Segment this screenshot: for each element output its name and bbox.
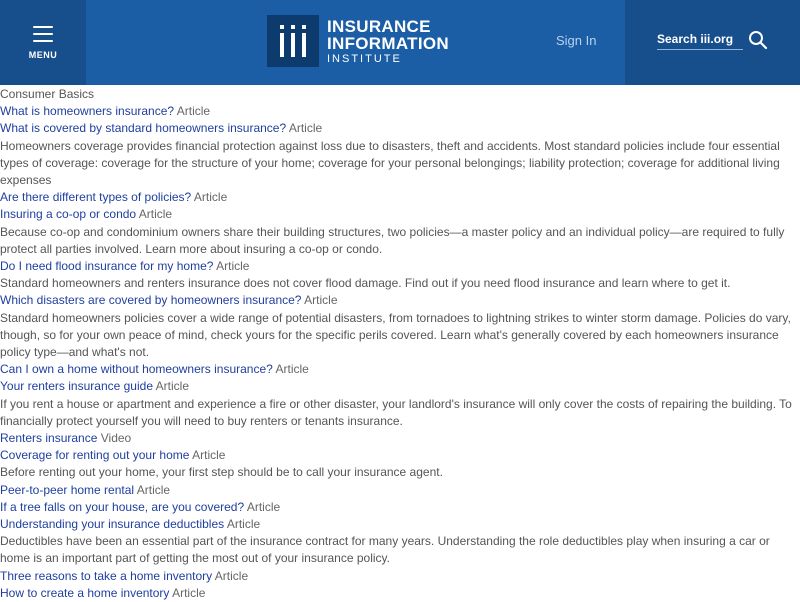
logo-wordmark xyxy=(327,18,449,65)
item-type: Article xyxy=(136,482,171,497)
item-link[interactable]: Can I own a home without homeowners insurance? xyxy=(0,362,273,377)
main-content xyxy=(0,86,800,602)
menu-button[interactable] xyxy=(0,0,86,85)
sign-in-link[interactable]: Sign In xyxy=(556,33,597,48)
list-item xyxy=(0,103,800,120)
item-type: Article xyxy=(216,259,250,274)
item-description: Standard homeowners and renters insurance does not cover flood damage. Find out if you need flood insurance and learn where to get it. xyxy=(0,276,731,291)
item-link[interactable]: Do I need flood insurance for my home? xyxy=(0,259,214,274)
item-type: Article xyxy=(176,104,211,119)
item-link[interactable]: Peer-to-peer home rental xyxy=(0,482,135,497)
site-logo[interactable] xyxy=(267,15,449,67)
list-item xyxy=(0,258,800,275)
item-description: Homeowners coverage provides financial protection against loss due to disasters, theft and accidents. Most standard policies include four essential types of coverage: coverage for the structure of your home; coverage for your personal belongings; liability protection; coverage for additional living expenses xyxy=(0,138,780,188)
menu-label: MENU xyxy=(28,49,58,60)
list-item xyxy=(0,206,800,223)
list-item xyxy=(0,499,800,516)
item-description: Before renting out your home, your first step should be to call your insurance agent. xyxy=(0,465,443,480)
list-item xyxy=(0,120,800,137)
item-type: Article xyxy=(288,121,323,136)
logo-line-information: INFORMATION xyxy=(327,33,449,53)
item-type: Article xyxy=(214,568,249,583)
search-icon[interactable] xyxy=(748,30,768,55)
item-type: Article xyxy=(172,585,206,600)
item-link[interactable]: What is homeowners insurance? xyxy=(0,104,175,119)
list-item xyxy=(0,378,800,395)
section-title: Consumer Basics xyxy=(0,87,95,101)
item-type: Article xyxy=(275,362,309,377)
logo-line-insurance: INSURANCE xyxy=(327,16,431,36)
item-link[interactable]: Your renters insurance guide xyxy=(0,379,153,394)
list-item xyxy=(0,430,800,447)
search-area xyxy=(625,0,800,85)
list-item xyxy=(0,447,800,464)
list-item xyxy=(0,585,800,602)
list-item xyxy=(0,482,800,499)
item-type: Article xyxy=(192,448,226,463)
item-link[interactable]: Coverage for renting out your home xyxy=(0,448,190,463)
item-link[interactable]: Understanding your insurance deductibles xyxy=(0,517,225,532)
item-link[interactable]: Which disasters are covered by homeowners insurance? xyxy=(0,293,302,308)
item-link[interactable]: Three reasons to take a home inventory xyxy=(0,568,213,583)
item-link[interactable]: Renters insurance xyxy=(0,431,98,446)
item-type: Article xyxy=(155,379,190,394)
search-input[interactable] xyxy=(657,29,743,50)
item-link[interactable]: Insuring a co-op or condo xyxy=(0,207,137,222)
site-header xyxy=(0,0,800,85)
item-description: Deductibles have been an essential part of the insurance contract for many years. Understanding the role deductibles play when insuring a car or home is an important part of getting the most out of your insurance policy. xyxy=(0,534,770,566)
item-type: Article xyxy=(193,190,228,205)
item-link[interactable]: Are there different types of policies? xyxy=(0,190,192,205)
item-description: If you rent a house or apartment and experience a fire or other disaster, your landlord's insurance will only cover the costs of repairing the building. To financially protect yourself you will need to buy renters or tenants insurance. xyxy=(0,396,792,428)
item-type: Article xyxy=(226,517,261,532)
list-item xyxy=(0,292,800,309)
item-type: Article xyxy=(246,499,281,514)
item-type: Article xyxy=(138,207,173,222)
list-item xyxy=(0,516,800,533)
item-link[interactable]: If a tree falls on your house, are you covered? xyxy=(0,499,245,514)
item-link[interactable]: How to create a home inventory xyxy=(0,585,170,600)
item-description: Because co-op and condominium owners share their building structures, two policies—a master policy and an individual policy—are required to fully protect all parties involved. Learn more about insuring a co-op or condo. xyxy=(0,224,785,256)
item-type: Video xyxy=(100,431,132,446)
item-type: Article xyxy=(304,293,338,308)
list-item xyxy=(0,361,800,378)
list-item xyxy=(0,568,800,585)
logo-line-institute: INSTITUTE xyxy=(327,52,402,65)
iii-logo-icon xyxy=(267,15,319,67)
hamburger-icon xyxy=(33,26,53,42)
item-description: Standard homeowners policies cover a wide range of potential disasters, from tornadoes to lightning strikes to winter storm damage. Policies do vary, though, so for your own peace of mind, check yours for the specific perils covered. Learn what's generally covered by each homeowners insurance policy type—and what's not. xyxy=(0,310,791,360)
item-link[interactable]: What is covered by standard homeowners insurance? xyxy=(0,121,287,136)
list-item xyxy=(0,189,800,206)
